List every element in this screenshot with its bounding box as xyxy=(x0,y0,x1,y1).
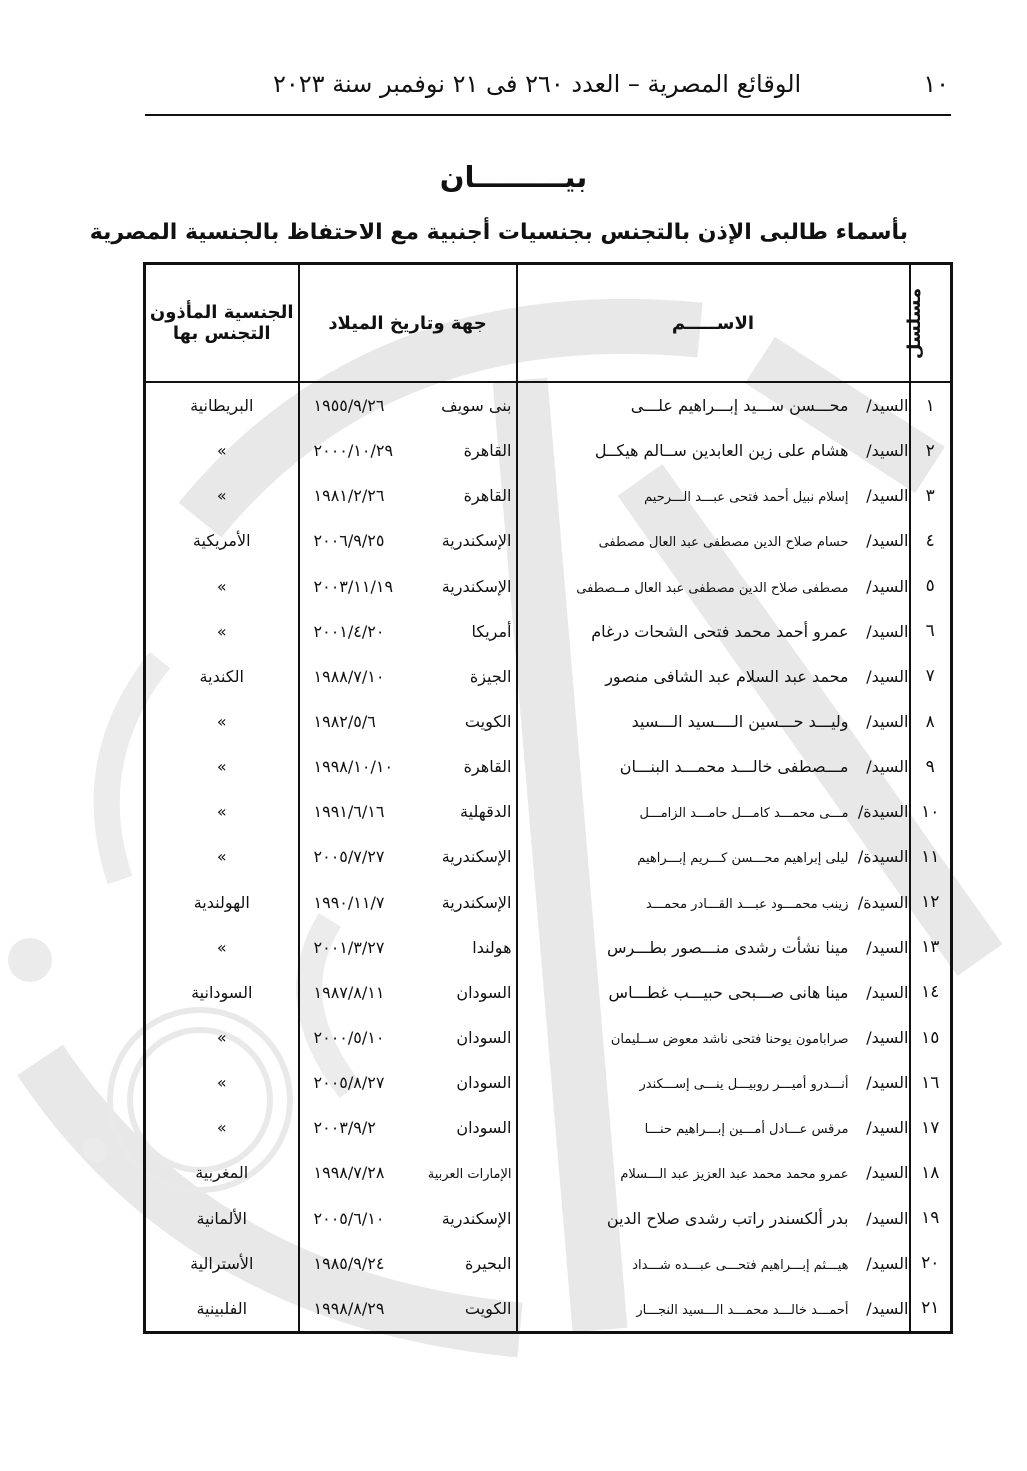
row-birth-date: ٢٠٠٠/١٠/٢٩ xyxy=(313,441,394,461)
row-nationality: » xyxy=(216,441,227,461)
row-title: السيد/ xyxy=(866,1298,909,1318)
row-birth xyxy=(299,428,517,473)
row-birth xyxy=(299,789,517,834)
row-title: السيد/ xyxy=(866,1028,909,1048)
row-birth-place: هولندا xyxy=(472,937,512,957)
row-fullname: وليـــد حـــسين الــــسيد الـــسيد xyxy=(631,712,849,732)
row-name xyxy=(517,1241,910,1286)
row-birth xyxy=(299,473,517,518)
row-birth xyxy=(299,925,517,970)
row-birth-place: البحيرة xyxy=(464,1253,512,1273)
document-subtitle: بأسماء طالبى الإذن بالتجنس بجنسيات أجنبية مع الاحتفاظ بالجنسية المصرية xyxy=(89,220,908,245)
row-name xyxy=(517,880,910,925)
table-row xyxy=(145,880,952,925)
row-serial: ١١ xyxy=(910,834,952,879)
row-serial: ٣ xyxy=(910,473,952,518)
row-title: السيدة/ xyxy=(857,892,909,912)
row-title: السيد/ xyxy=(866,1118,909,1138)
header-nationality: الجنسية المأذون التجنس بها xyxy=(145,264,299,383)
row-birth-date: ٢٠٠٣/٩/٢ xyxy=(313,1118,376,1138)
row-birth-date: ١٩٨٢/٥/٦ xyxy=(313,712,376,732)
row-nationality: » xyxy=(216,757,227,777)
row-birth-place: الدقهلية xyxy=(460,802,512,822)
table-row xyxy=(145,518,952,563)
table-row xyxy=(145,925,952,970)
row-birth-place: أمريكا xyxy=(471,621,512,641)
row-title: السيد/ xyxy=(866,576,909,596)
row-birth-place: السودان xyxy=(456,982,512,1002)
table-row xyxy=(145,1196,952,1241)
row-title: السيد/ xyxy=(866,1163,909,1183)
row-fullname: عمرو محمد محمد عبد العزيز عبد الـــسلام xyxy=(620,1167,849,1183)
row-birth-place: الإمارات العربية xyxy=(427,1167,512,1183)
row-name xyxy=(517,473,910,518)
row-name xyxy=(517,744,910,789)
row-fullname: مـــى محمـــد كامـــل حامـــد الزامـــل xyxy=(639,806,849,822)
row-nationality: المغربية xyxy=(195,1163,249,1183)
row-title: السيد/ xyxy=(866,531,909,551)
row-birth-date: ٢٠٠٥/٧/٢٧ xyxy=(313,847,385,867)
row-birth xyxy=(299,1015,517,1060)
row-nationality: البريطانية xyxy=(190,396,254,416)
row-serial: ٧ xyxy=(910,654,952,699)
row-birth xyxy=(299,834,517,879)
row-fullname: حسام صلاح الدين مصطفى عبد العال مصطفى xyxy=(598,535,849,551)
row-serial: ١٤ xyxy=(910,970,952,1015)
row-fullname: مينا هانى صـــبحى حبيـــب غطـــاس xyxy=(608,982,849,1002)
row-birth xyxy=(299,564,517,609)
row-nationality: الهولندية xyxy=(193,892,250,912)
row-title: السيد/ xyxy=(866,666,909,686)
row-name xyxy=(517,518,910,563)
row-name xyxy=(517,789,910,834)
header-name: الاســـــم xyxy=(517,264,910,383)
row-birth xyxy=(299,1286,517,1333)
row-nationality: الفلبينية xyxy=(196,1298,248,1318)
row-birth xyxy=(299,744,517,789)
table-row xyxy=(145,382,952,428)
table-row xyxy=(145,834,952,879)
row-name xyxy=(517,834,910,879)
row-fullname: هشام على زين العابدين ســالم هيكــل xyxy=(594,441,849,461)
row-title: السيد/ xyxy=(866,486,909,506)
row-fullname: أحمـــد خالـــد محمـــد الـــسيد النجـــار xyxy=(636,1302,849,1318)
row-fullname: مـــصطفى خالـــد محمـــد البنـــان xyxy=(619,757,849,777)
row-serial: ١٩ xyxy=(910,1196,952,1241)
row-birth-place: بنى سويف xyxy=(441,396,512,416)
row-nationality: » xyxy=(216,847,227,867)
row-birth-place: الإسكندرية xyxy=(441,531,512,551)
row-birth xyxy=(299,518,517,563)
table-header-row xyxy=(145,264,952,383)
table-row xyxy=(145,789,952,834)
row-birth-date: ٢٠٠١/٣/٢٧ xyxy=(313,937,385,957)
row-fullname: عمرو أحمد محمد فتحى الشحات درغام xyxy=(591,621,849,641)
row-birth xyxy=(299,880,517,925)
row-title: السيد/ xyxy=(866,1253,909,1273)
row-birth xyxy=(299,1241,517,1286)
row-nationality: » xyxy=(216,486,227,506)
row-birth xyxy=(299,1196,517,1241)
row-birth xyxy=(299,699,517,744)
row-fullname: صرابامون يوحنا فتحى ناشد معوض ســليمان xyxy=(610,1032,849,1048)
row-birth-date: ١٩٩٨/٨/٢٩ xyxy=(313,1298,385,1318)
row-birth-place: الكويت xyxy=(464,712,512,732)
row-nationality: » xyxy=(216,1028,227,1048)
row-birth-place: الإسكندرية xyxy=(441,892,512,912)
row-title: السيد/ xyxy=(866,1208,909,1228)
table-row xyxy=(145,609,952,654)
table-row xyxy=(145,1150,952,1195)
row-birth xyxy=(299,382,517,428)
row-nationality: الألمانية xyxy=(196,1208,247,1228)
row-serial: ٤ xyxy=(910,518,952,563)
row-title: السيد/ xyxy=(866,621,909,641)
row-nationality: السودانية xyxy=(191,982,253,1002)
row-title: السيد/ xyxy=(866,441,909,461)
table-row xyxy=(145,1060,952,1105)
row-fullname: زينب محمـــود عبـــد القـــادر محمـــد xyxy=(645,896,849,912)
row-nationality: » xyxy=(216,621,227,641)
row-name xyxy=(517,1286,910,1333)
row-serial: ٦ xyxy=(910,609,952,654)
row-title: السيد/ xyxy=(866,396,909,416)
header-birth: جهة وتاريخ الميلاد xyxy=(299,264,517,383)
row-serial: ١ xyxy=(910,382,952,428)
row-fullname: محمد عبد السلام عبد الشافى منصور xyxy=(605,666,849,686)
page-header xyxy=(145,64,951,116)
row-serial: ٩ xyxy=(910,744,952,789)
applicants-table xyxy=(143,262,953,1334)
row-nationality: » xyxy=(216,802,227,822)
row-birth-place: القاهرة xyxy=(463,486,512,506)
table-row xyxy=(145,744,952,789)
row-birth xyxy=(299,970,517,1015)
row-title: السيد/ xyxy=(866,937,909,957)
row-name xyxy=(517,564,910,609)
table-row xyxy=(145,1241,952,1286)
row-fullname: بدر ألكسندر راتب رشدى صلاح الدين xyxy=(606,1208,849,1228)
row-birth-place: السودان xyxy=(456,1073,512,1093)
row-serial: ٢١ xyxy=(910,1286,952,1333)
row-name xyxy=(517,925,910,970)
row-birth-date: ١٩٩٨/١٠/١٠ xyxy=(313,757,394,777)
row-serial: ١٠ xyxy=(910,789,952,834)
row-name xyxy=(517,1060,910,1105)
table-row xyxy=(145,1286,952,1333)
row-birth-date: ٢٠٠٠/٥/١٠ xyxy=(313,1028,385,1048)
row-name xyxy=(517,1150,910,1195)
row-name xyxy=(517,382,910,428)
row-birth-date: ٢٠٠٥/٦/١٠ xyxy=(313,1208,385,1228)
row-birth-place: السودان xyxy=(456,1028,512,1048)
row-serial: ٥ xyxy=(910,564,952,609)
row-birth xyxy=(299,1060,517,1105)
table-row xyxy=(145,699,952,744)
row-title: السيدة/ xyxy=(857,802,909,822)
row-title: السيد/ xyxy=(866,712,909,732)
table-row xyxy=(145,428,952,473)
row-name xyxy=(517,609,910,654)
row-name xyxy=(517,1105,910,1150)
row-serial: ٨ xyxy=(910,699,952,744)
header-serial: مسلسل xyxy=(910,264,952,383)
row-serial: ١٥ xyxy=(910,1015,952,1060)
row-birth-place: الكويت xyxy=(464,1298,512,1318)
row-name xyxy=(517,699,910,744)
row-name xyxy=(517,970,910,1015)
gazette-header-title: الوقائع المصرية – العدد ٢٦٠ فى ٢١ نوفمبر سنة ٢٠٢٣ xyxy=(273,70,802,98)
row-serial: ٢٠ xyxy=(910,1241,952,1286)
row-nationality: الأمريكية xyxy=(192,531,251,551)
row-birth-place: الإسكندرية xyxy=(441,576,512,596)
row-fullname: إسلام نبيل أحمد فتحى عبـــد الـــرحيم xyxy=(644,490,849,506)
row-nationality: » xyxy=(216,712,227,732)
row-serial: ١٢ xyxy=(910,880,952,925)
row-name xyxy=(517,428,910,473)
row-fullname: مرقس عـــادل أمـــين إبـــراهيم حنـــا xyxy=(644,1122,849,1138)
row-serial: ٢ xyxy=(910,428,952,473)
row-title: السيد/ xyxy=(866,757,909,777)
row-fullname: محـــسن ســـيد إبـــراهيم علـــى xyxy=(630,396,849,416)
table-row xyxy=(145,564,952,609)
row-serial: ١٦ xyxy=(910,1060,952,1105)
row-nationality: الكندية xyxy=(199,666,244,686)
row-name xyxy=(517,1015,910,1060)
row-birth-date: ١٩٨٥/٩/٢٤ xyxy=(313,1253,385,1273)
row-fullname: أنـــدرو أميـــر روبيـــل ينـــى إســـكندر xyxy=(639,1077,849,1093)
row-name xyxy=(517,654,910,699)
row-serial: ١٧ xyxy=(910,1105,952,1150)
row-birth xyxy=(299,1150,517,1195)
row-birth-date: ١٩٩٠/١١/٧ xyxy=(313,892,385,912)
row-birth xyxy=(299,1105,517,1150)
row-birth-place: السودان xyxy=(456,1118,512,1138)
table-row xyxy=(145,654,952,699)
row-nationality: » xyxy=(216,576,227,596)
row-birth-place: الإسكندرية xyxy=(441,847,512,867)
row-birth-date: ١٩٥٥/٩/٢٦ xyxy=(313,396,385,416)
row-nationality: » xyxy=(216,1073,227,1093)
row-fullname: ليلى إبراهيم محـــسن كـــريم إبـــراهيم xyxy=(637,851,849,867)
row-birth-date: ١٩٨٧/٨/١١ xyxy=(313,982,385,1002)
row-fullname: هيـــثم إبـــراهيم فتحـــى عبـــده شـــداد xyxy=(632,1257,849,1273)
row-title: السيد/ xyxy=(866,982,909,1002)
row-birth-date: ١٩٩١/٦/١٦ xyxy=(313,802,385,822)
row-birth-date: ٢٠٠١/٤/٢٠ xyxy=(313,621,385,641)
row-birth-date: ٢٠٠٣/١١/١٩ xyxy=(313,576,394,596)
row-birth-place: القاهرة xyxy=(463,757,512,777)
row-title: السيد/ xyxy=(866,1073,909,1093)
table-row xyxy=(145,970,952,1015)
row-nationality: » xyxy=(216,937,227,957)
row-birth-place: القاهرة xyxy=(463,441,512,461)
row-birth-place: الجيزة xyxy=(469,666,512,686)
row-birth-date: ١٩٩٨/٧/٢٨ xyxy=(313,1163,385,1183)
row-birth-date: ١٩٨٨/٧/١٠ xyxy=(313,666,385,686)
row-serial: ١٨ xyxy=(910,1150,952,1195)
row-fullname: مينا نشأت رشدى منـــصور بطـــرس xyxy=(607,937,849,957)
row-birth-place: الإسكندرية xyxy=(441,1208,512,1228)
table-row xyxy=(145,1105,952,1150)
row-nationality: الأسترالية xyxy=(190,1253,254,1273)
row-title: السيدة/ xyxy=(857,847,909,867)
row-birth xyxy=(299,609,517,654)
row-birth-date: ٢٠٠٦/٩/٢٥ xyxy=(313,531,385,551)
row-name xyxy=(517,1196,910,1241)
table-row xyxy=(145,1015,952,1060)
row-birth-date: ١٩٨١/٢/٢٦ xyxy=(313,486,385,506)
document-title: بيـــــــــان xyxy=(439,160,588,194)
row-fullname: مصطفى صلاح الدين مصطفى عبد العال مــصطفى xyxy=(576,580,849,596)
row-birth-date: ٢٠٠٥/٨/٢٧ xyxy=(313,1073,385,1093)
table-row xyxy=(145,473,952,518)
row-nationality: » xyxy=(216,1118,227,1138)
page-number: ١٠ xyxy=(923,70,949,98)
row-birth xyxy=(299,654,517,699)
row-serial: ١٣ xyxy=(910,925,952,970)
